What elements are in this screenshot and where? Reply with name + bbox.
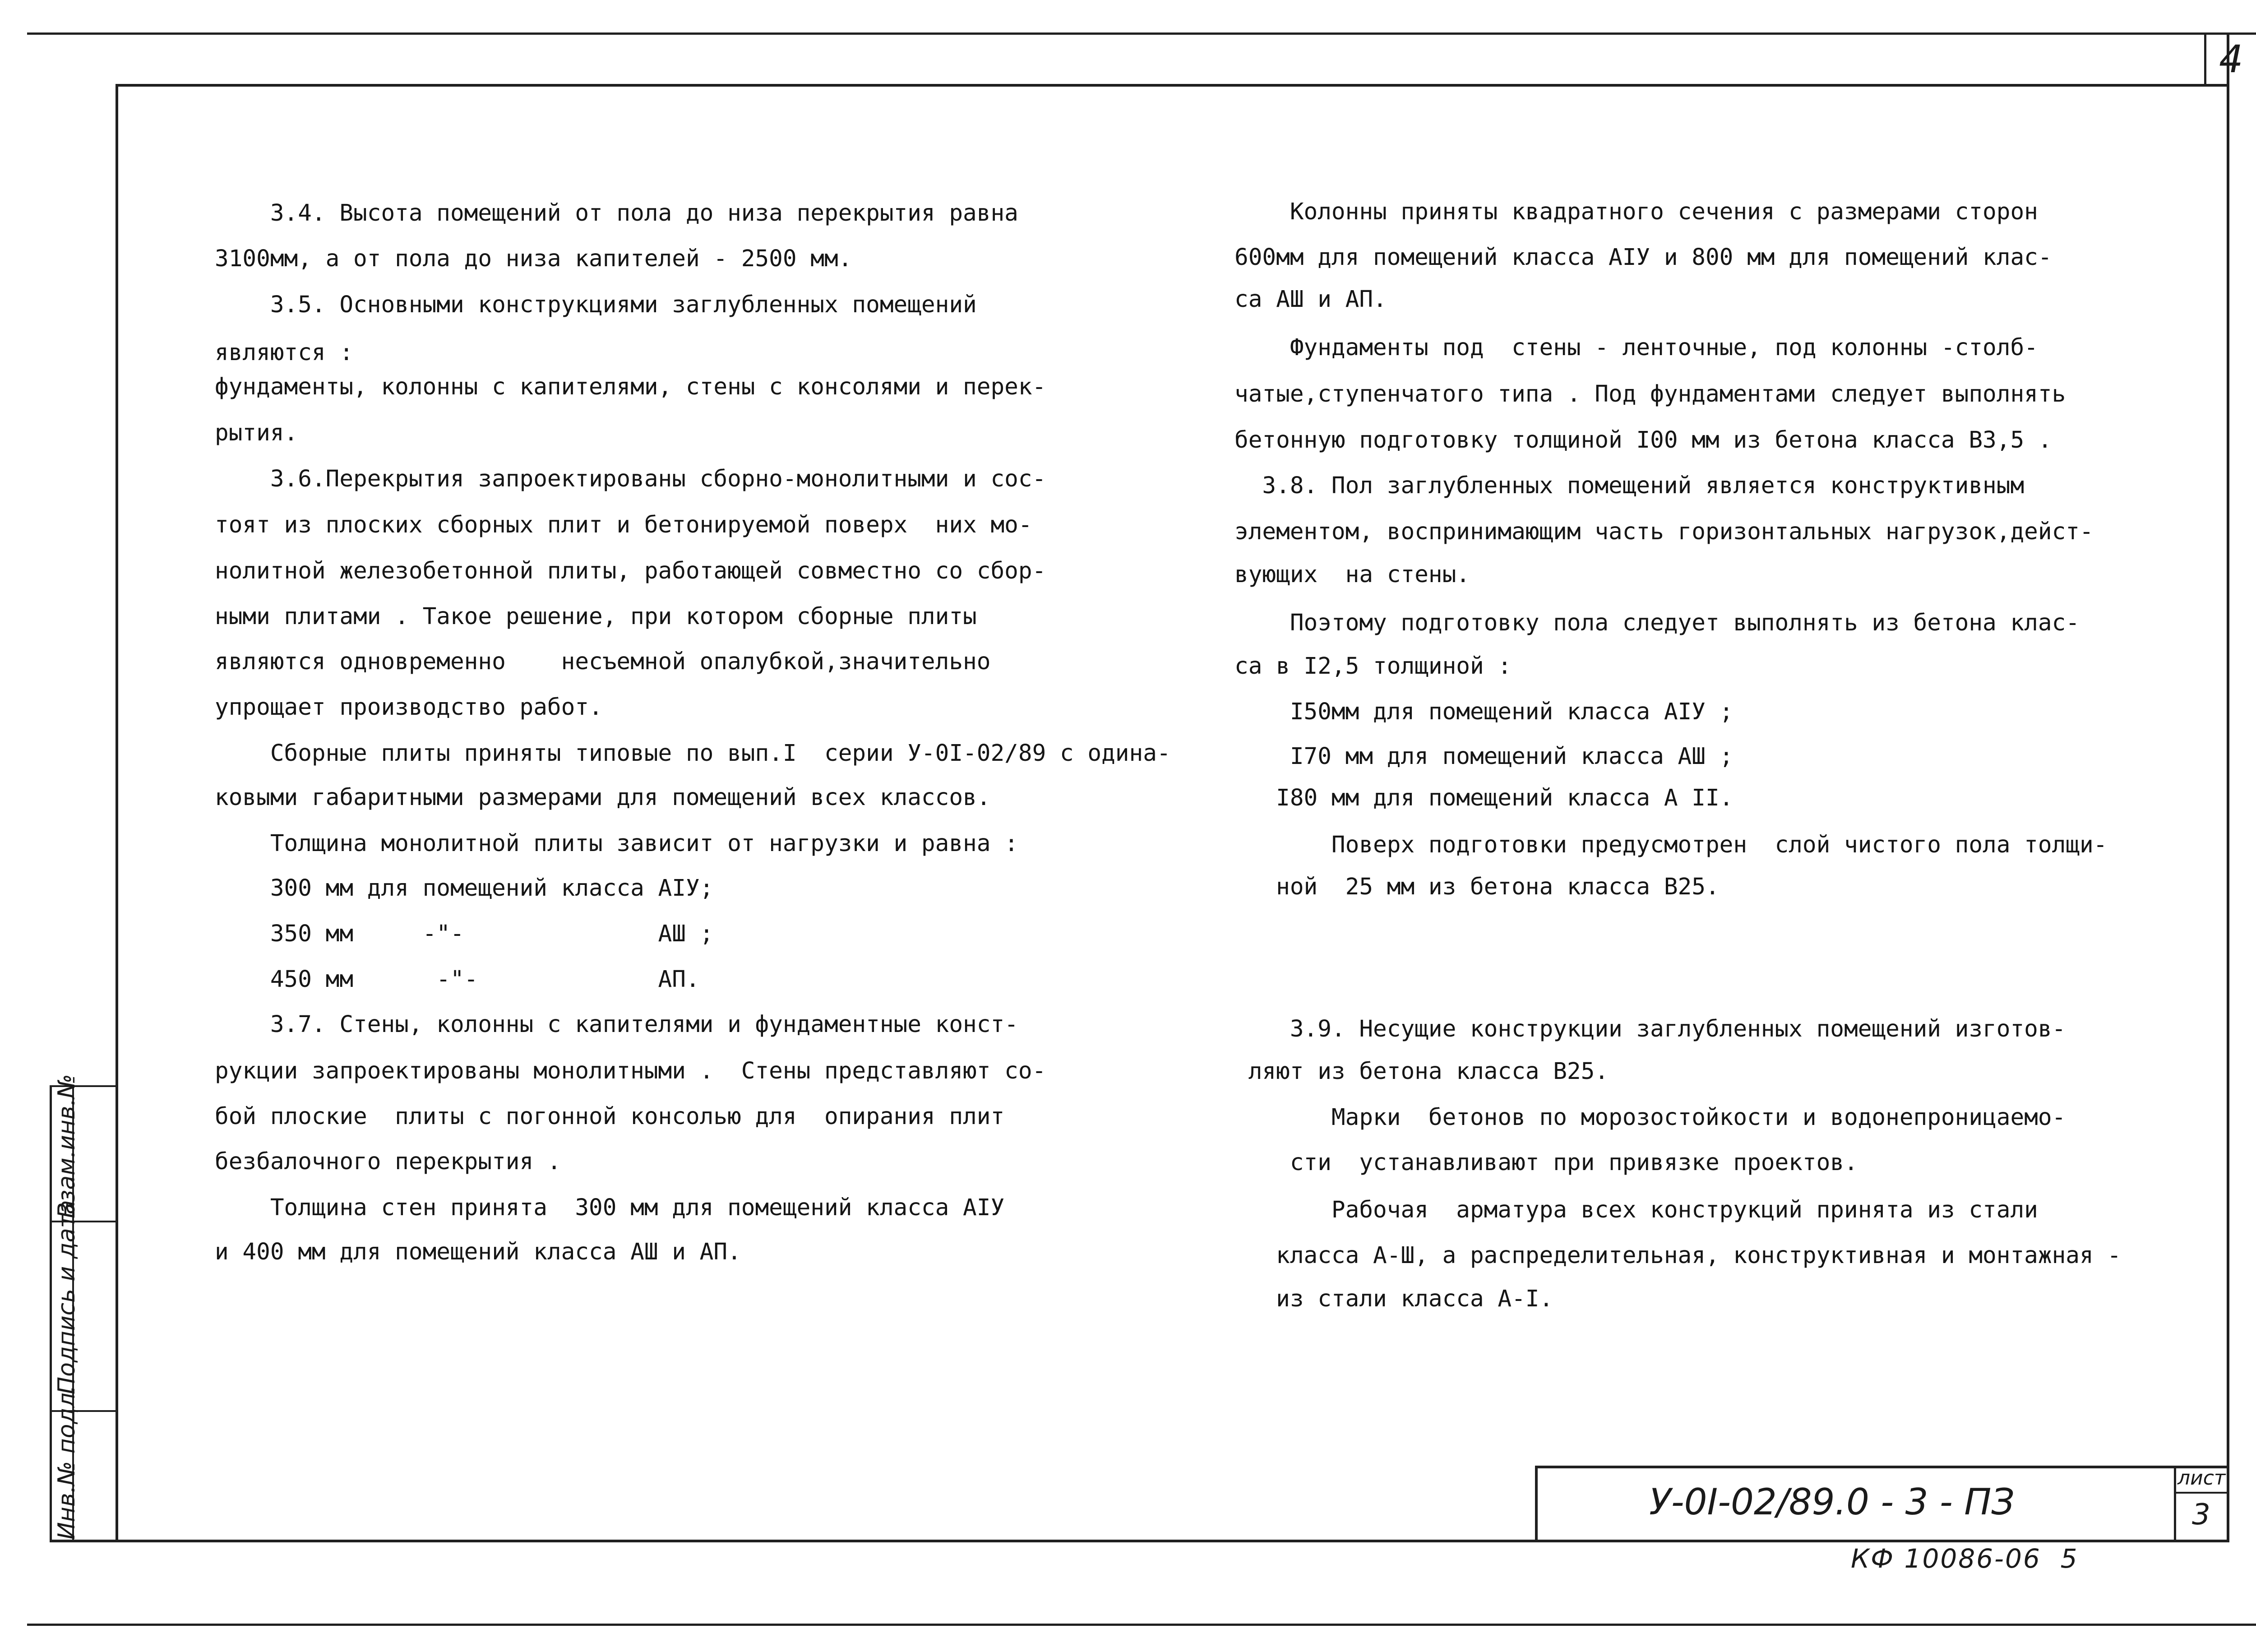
text-line: тоят из плоских сборных плит и бетонируемой поверх них мо- (215, 512, 1032, 538)
text-line: 3.4. Высота помещений от пола до низа перекрытия равна (215, 200, 1018, 227)
title-block-left (1535, 1466, 1538, 1541)
text-line: 3.7. Стены, колонны с капителями и фундаментные конст- (215, 1011, 1018, 1038)
archive-stamp: КФ 10086-06 5 (1851, 1543, 2079, 1574)
text-line: ной 25 мм из бетона класса В25. (1234, 874, 1720, 900)
text-line: ными плитами . Такое решение, при котором сборные плиты (215, 603, 977, 630)
title-block-divider (2174, 1466, 2176, 1541)
page-number: 4 (2219, 37, 2243, 81)
text-line: 3.6.Перекрытия запроектированы сборно-монолитными и сос- (215, 466, 1046, 492)
bottom-border (27, 1624, 2256, 1626)
title-block-top (1535, 1466, 2228, 1468)
side-stamp-sign-date: Подпись и дата (53, 1200, 80, 1394)
text-line: бетонную подготовку толщиной I00 мм из бетона класса В3,5 . (1234, 427, 2052, 453)
outer-top-border (27, 32, 2256, 35)
inner-frame-left (116, 84, 118, 1541)
text-line: Сборные плиты приняты типовые по вып.I серии У-0I-02/89 с одина- (215, 740, 1171, 767)
text-line: фундаменты, колонны с капителями, стены с консолями и перек- (215, 374, 1046, 400)
text-line: и 400 мм для помещений класса АШ и АП. (215, 1239, 741, 1265)
page-box-left (2204, 32, 2206, 87)
text-line: бой плоские плиты с погонной консолью для опирания плит (215, 1103, 1005, 1130)
text-line: сти устанавливают при привязке проектов. (1234, 1149, 1858, 1176)
text-line: вующих на стены. (1234, 561, 1470, 588)
text-line: Марки бетонов по морозостойкости и водонепроницаемо- (1234, 1104, 2066, 1131)
text-line: I80 мм для помещений класса А II. (1234, 785, 1734, 811)
side-stamp-replace-inv: Взам.инв.№ (53, 1074, 80, 1218)
text-line: являются одновременно несъемной опалубкой,значительно (215, 648, 991, 675)
text-line: рукции запроектированы монолитными . Стены представляют со- (215, 1058, 1046, 1084)
document-designation: У-0I-02/89.0 - 3 - ПЗ (1649, 1481, 2015, 1523)
text-line: Фундаменты под стены - ленточные, под колонны -столб- (1234, 334, 2038, 361)
text-line: ляют из бетона класса В25. (1234, 1058, 1609, 1085)
sheet-label: лист (2177, 1467, 2226, 1490)
text-line: Рабочая арматура всех конструкций принята из стали (1234, 1197, 2038, 1223)
text-line: Поэтому подготовку пола следует выполнять из бетона клас- (1234, 610, 2080, 636)
text-line: рытия. (215, 420, 298, 446)
text-line: Толщина монолитной плиты зависит от нагрузки и равна : (215, 830, 1018, 857)
text-line: I70 мм для помещений класса АШ ; (1234, 743, 1734, 770)
text-line: 3.9. Несущие конструкции заглубленных помещений изготов- (1234, 1016, 2066, 1042)
inner-frame-right (2227, 32, 2229, 1541)
text-line: са АШ и АП. (1234, 286, 1387, 313)
text-line: нолитной железобетонной плиты, работающей совместно со сбор- (215, 558, 1046, 584)
side-stamp-left (50, 1085, 52, 1542)
text-line: 3.5. Основными конструкциями заглубленных помещений (215, 292, 977, 318)
text-line: Поверх подготовки предусмотрен слой чистого пола толщи- (1234, 832, 2108, 858)
inner-frame-bottom (50, 1540, 2229, 1542)
text-line: 350 мм -"- АШ ; (215, 921, 714, 947)
text-line: Колонны приняты квадратного сечения с размерами сторон (1234, 199, 2038, 225)
side-stamp-inv-no: Инв.№ подл. (53, 1385, 80, 1540)
text-line: класса А-Ш, а распределительная, конструктивная и монтажная - (1234, 1242, 2122, 1269)
text-line: Толщина стен принята 300 мм для помещений класса АIУ (215, 1194, 1005, 1221)
text-line: са в I2,5 толщиной : (1234, 653, 1512, 680)
text-line: 3.8. Пол заглубленных помещений является конструктивным (1234, 472, 2025, 499)
text-line: 450 мм -"- АП. (215, 966, 700, 993)
sheet-cell-divider (2174, 1492, 2228, 1494)
text-line: чатые,ступенчатого типа . Под фундаментами следует выполнять (1234, 381, 2066, 407)
text-line: элементом, воспринимающим часть горизонтальных нагрузок,дейст- (1234, 518, 2094, 545)
text-line: 3100мм, а от пола до низа капителей - 2500 мм. (215, 245, 852, 272)
text-line: 300 мм для помещений класса АIУ; (215, 875, 714, 902)
text-line: являются : (215, 339, 354, 366)
sheet-number: 3 (2192, 1498, 2210, 1532)
text-line: 600мм для помещений класса АIУ и 800 мм для помещений клас- (1234, 244, 2052, 271)
text-line: I50мм для помещений класса АIУ ; (1234, 699, 1734, 725)
text-line: безбалочного перекрытия . (215, 1148, 561, 1175)
text-line: ковыми габаритными размерами для помещений всех классов. (215, 784, 991, 811)
text-line: из стали класса А-I. (1234, 1286, 1553, 1312)
inner-frame-top (116, 84, 2228, 87)
text-line: упрощает производство работ. (215, 694, 603, 721)
